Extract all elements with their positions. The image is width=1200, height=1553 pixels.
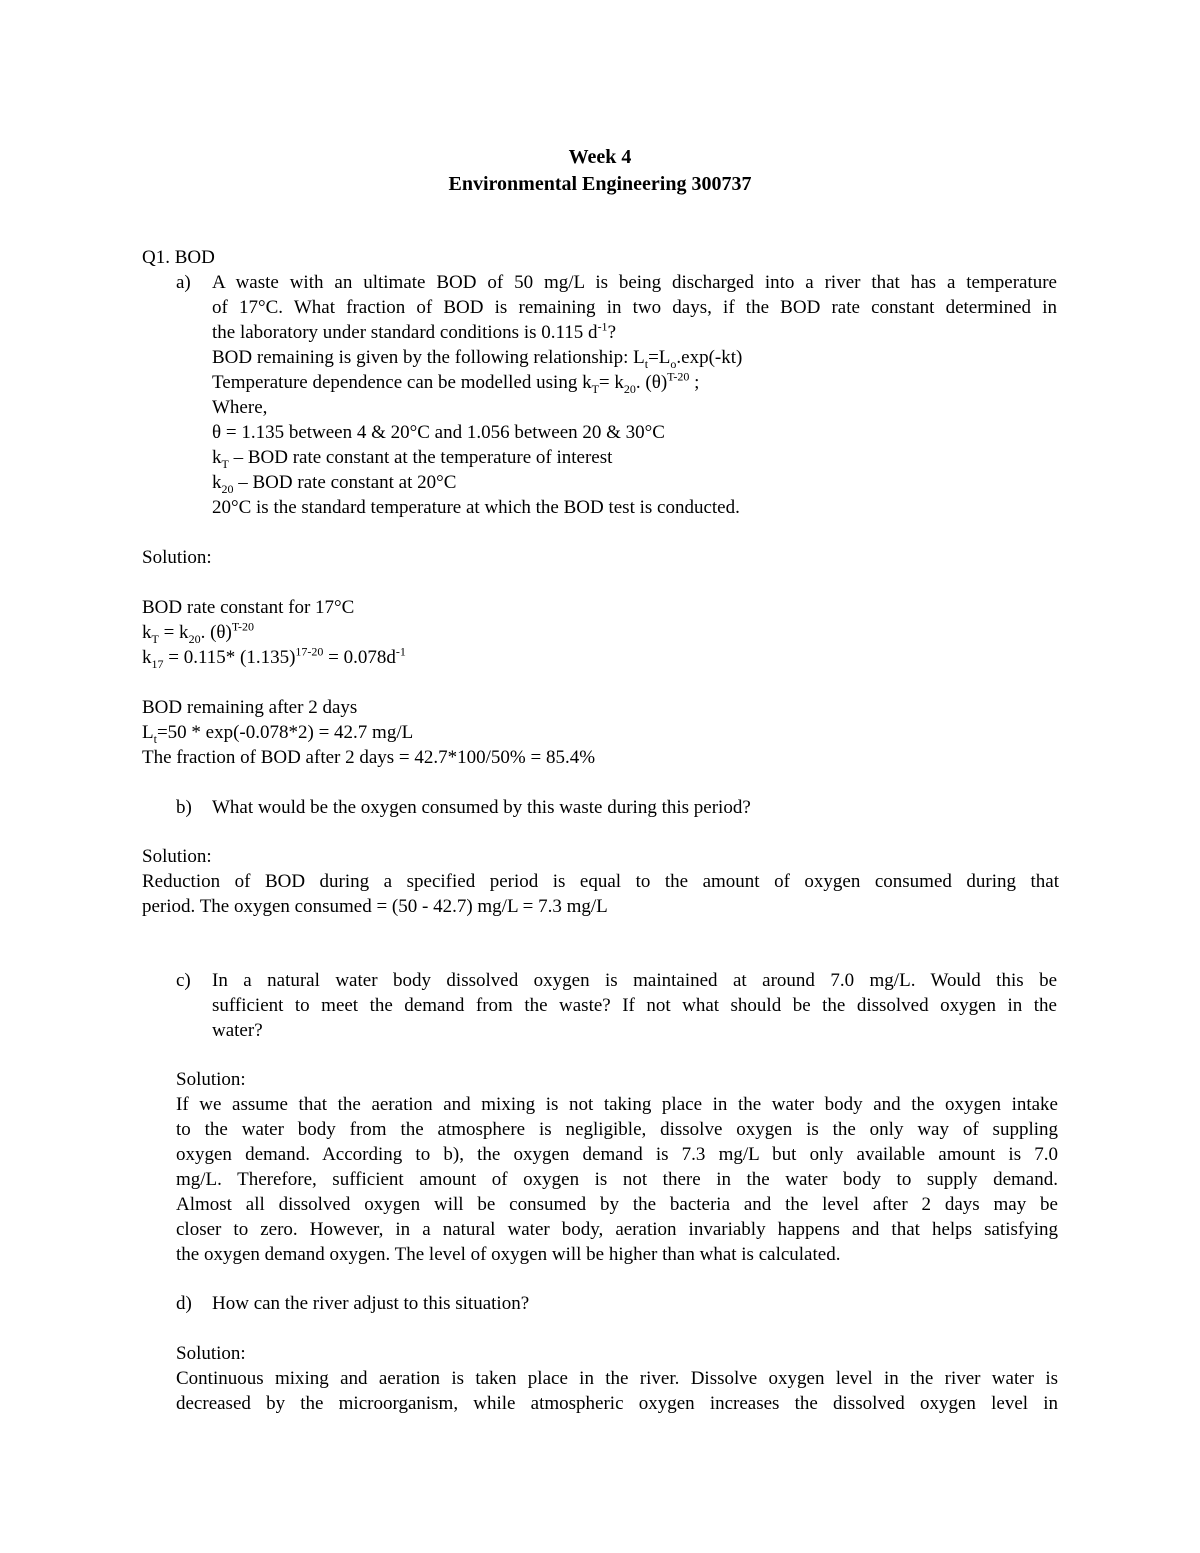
- page-subtitle: Environmental Engineering 300737: [448, 173, 752, 195]
- solution-label: Solution:: [142, 547, 212, 568]
- part-d-solution-line: decreased by the microorganism, while atmospheric oxygen increases the dissolved oxygen level in: [176, 1393, 1058, 1414]
- equation-lt: $L_t=50 * \exp(-0.078*2) = 42.7$ mg/L: [142, 722, 414, 746]
- part-c-solution-line: the oxygen demand oxygen. The level of oxygen will be higher than what is calculated.: [176, 1244, 841, 1265]
- temperature-dependence: Temperature dependence can be modelled using $k_T= k_{20}$. $(\theta)^{T-20}$ ;: [212, 369, 700, 396]
- part-d-question: How can the river adjust to this situation?: [212, 1293, 530, 1314]
- part-c-solution-line: mg/L. Therefore, sufficient amount of oxygen is not there in the water body to supply demand.: [176, 1169, 1058, 1190]
- bod-remaining-heading: BOD remaining after 2 days: [142, 697, 358, 718]
- kt-definition: $k_T$ – BOD rate constant at the temperature of interest: [212, 447, 613, 471]
- part-a-question-line: A waste with an ultimate BOD of 50 mg/L is being discharged into a river that has a temperature: [212, 272, 1057, 293]
- part-b-solution-line: Reduction of BOD during a specified period is equal to the amount of oxygen consumed during that: [142, 871, 1059, 892]
- page-title: Week 4: [568, 146, 632, 168]
- part-c-question-line: water?: [212, 1020, 263, 1041]
- part-c-question-line: In a natural water body dissolved oxygen is maintained at around 7.0 mg/L. Would this be: [212, 970, 1057, 991]
- part-d-marker: d): [176, 1293, 192, 1314]
- solution-label: Solution:: [176, 1343, 246, 1364]
- part-c-question-line: sufficient to meet the demand from the waste? If not what should be the dissolved oxygen in the: [212, 995, 1057, 1016]
- part-a-question-line: of 17°C. What fraction of BOD is remaining in two days, if the BOD rate constant determined in: [212, 297, 1057, 318]
- part-c-solution-line: to the water body from the atmosphere is negligible, dissolve oxygen is the only way of suppling: [176, 1119, 1058, 1140]
- solution-label: Solution:: [176, 1069, 246, 1090]
- equation-kt: $k_T = k_{20}$. $(\theta)^{T-20}$: [142, 619, 255, 646]
- part-c-marker: c): [176, 970, 191, 991]
- part-c-solution-line: Almost all dissolved oxygen will be consumed by the bacteria and the level after 2 days may be: [176, 1194, 1058, 1215]
- part-b-solution-line: period. The oxygen consumed = (50 - 42.7) mg/L = 7.3 mg/L: [142, 896, 608, 917]
- part-d-solution-line: Continuous mixing and aeration is taken place in the river. Dissolve oxygen level in the river water is: [176, 1368, 1058, 1389]
- where-label: Where,: [212, 397, 268, 418]
- part-c-solution-line: If we assume that the aeration and mixing is not taking place in the water body and the oxygen intake: [176, 1094, 1058, 1115]
- part-a-question-line: the laboratory under standard conditions is 0.115 $d^{-1}$?: [212, 319, 616, 343]
- question-heading: Q1. BOD: [142, 247, 215, 268]
- part-c-solution-line: closer to zero. However, in a natural water body, aeration invariably happens and that helps satisfying: [176, 1219, 1058, 1240]
- k20-definition: $k_{20}$ – BOD rate constant at 20°C: [212, 472, 457, 496]
- standard-temperature-note: 20°C is the standard temperature at which the BOD test is conducted.: [212, 497, 740, 518]
- equation-k17: $k_{17} = 0.115*$ $(1.135)^{17-20} = 0.078d^{-1}$: [142, 644, 406, 671]
- rate-constant-heading: BOD rate constant for 17°C: [142, 597, 355, 618]
- part-a-marker: a): [176, 272, 191, 293]
- part-b-question: What would be the oxygen consumed by this waste during this period?: [212, 797, 751, 818]
- theta-definition: θ = 1.135 between 4 & 20°C and 1.056 between 20 & 30°C: [212, 422, 665, 443]
- part-b-marker: b): [176, 797, 192, 818]
- fraction-result: The fraction of BOD after 2 days = 42.7*100/50% = 85.4%: [142, 747, 596, 768]
- bod-relationship: BOD remaining is given by the following relationship: $L_t=L_o.\exp(-kt)$: [212, 347, 743, 371]
- solution-label: Solution:: [142, 846, 212, 867]
- part-c-solution-line: oxygen demand. According to b), the oxygen demand is 7.3 mg/L but only available amount is 7.0: [176, 1144, 1058, 1165]
